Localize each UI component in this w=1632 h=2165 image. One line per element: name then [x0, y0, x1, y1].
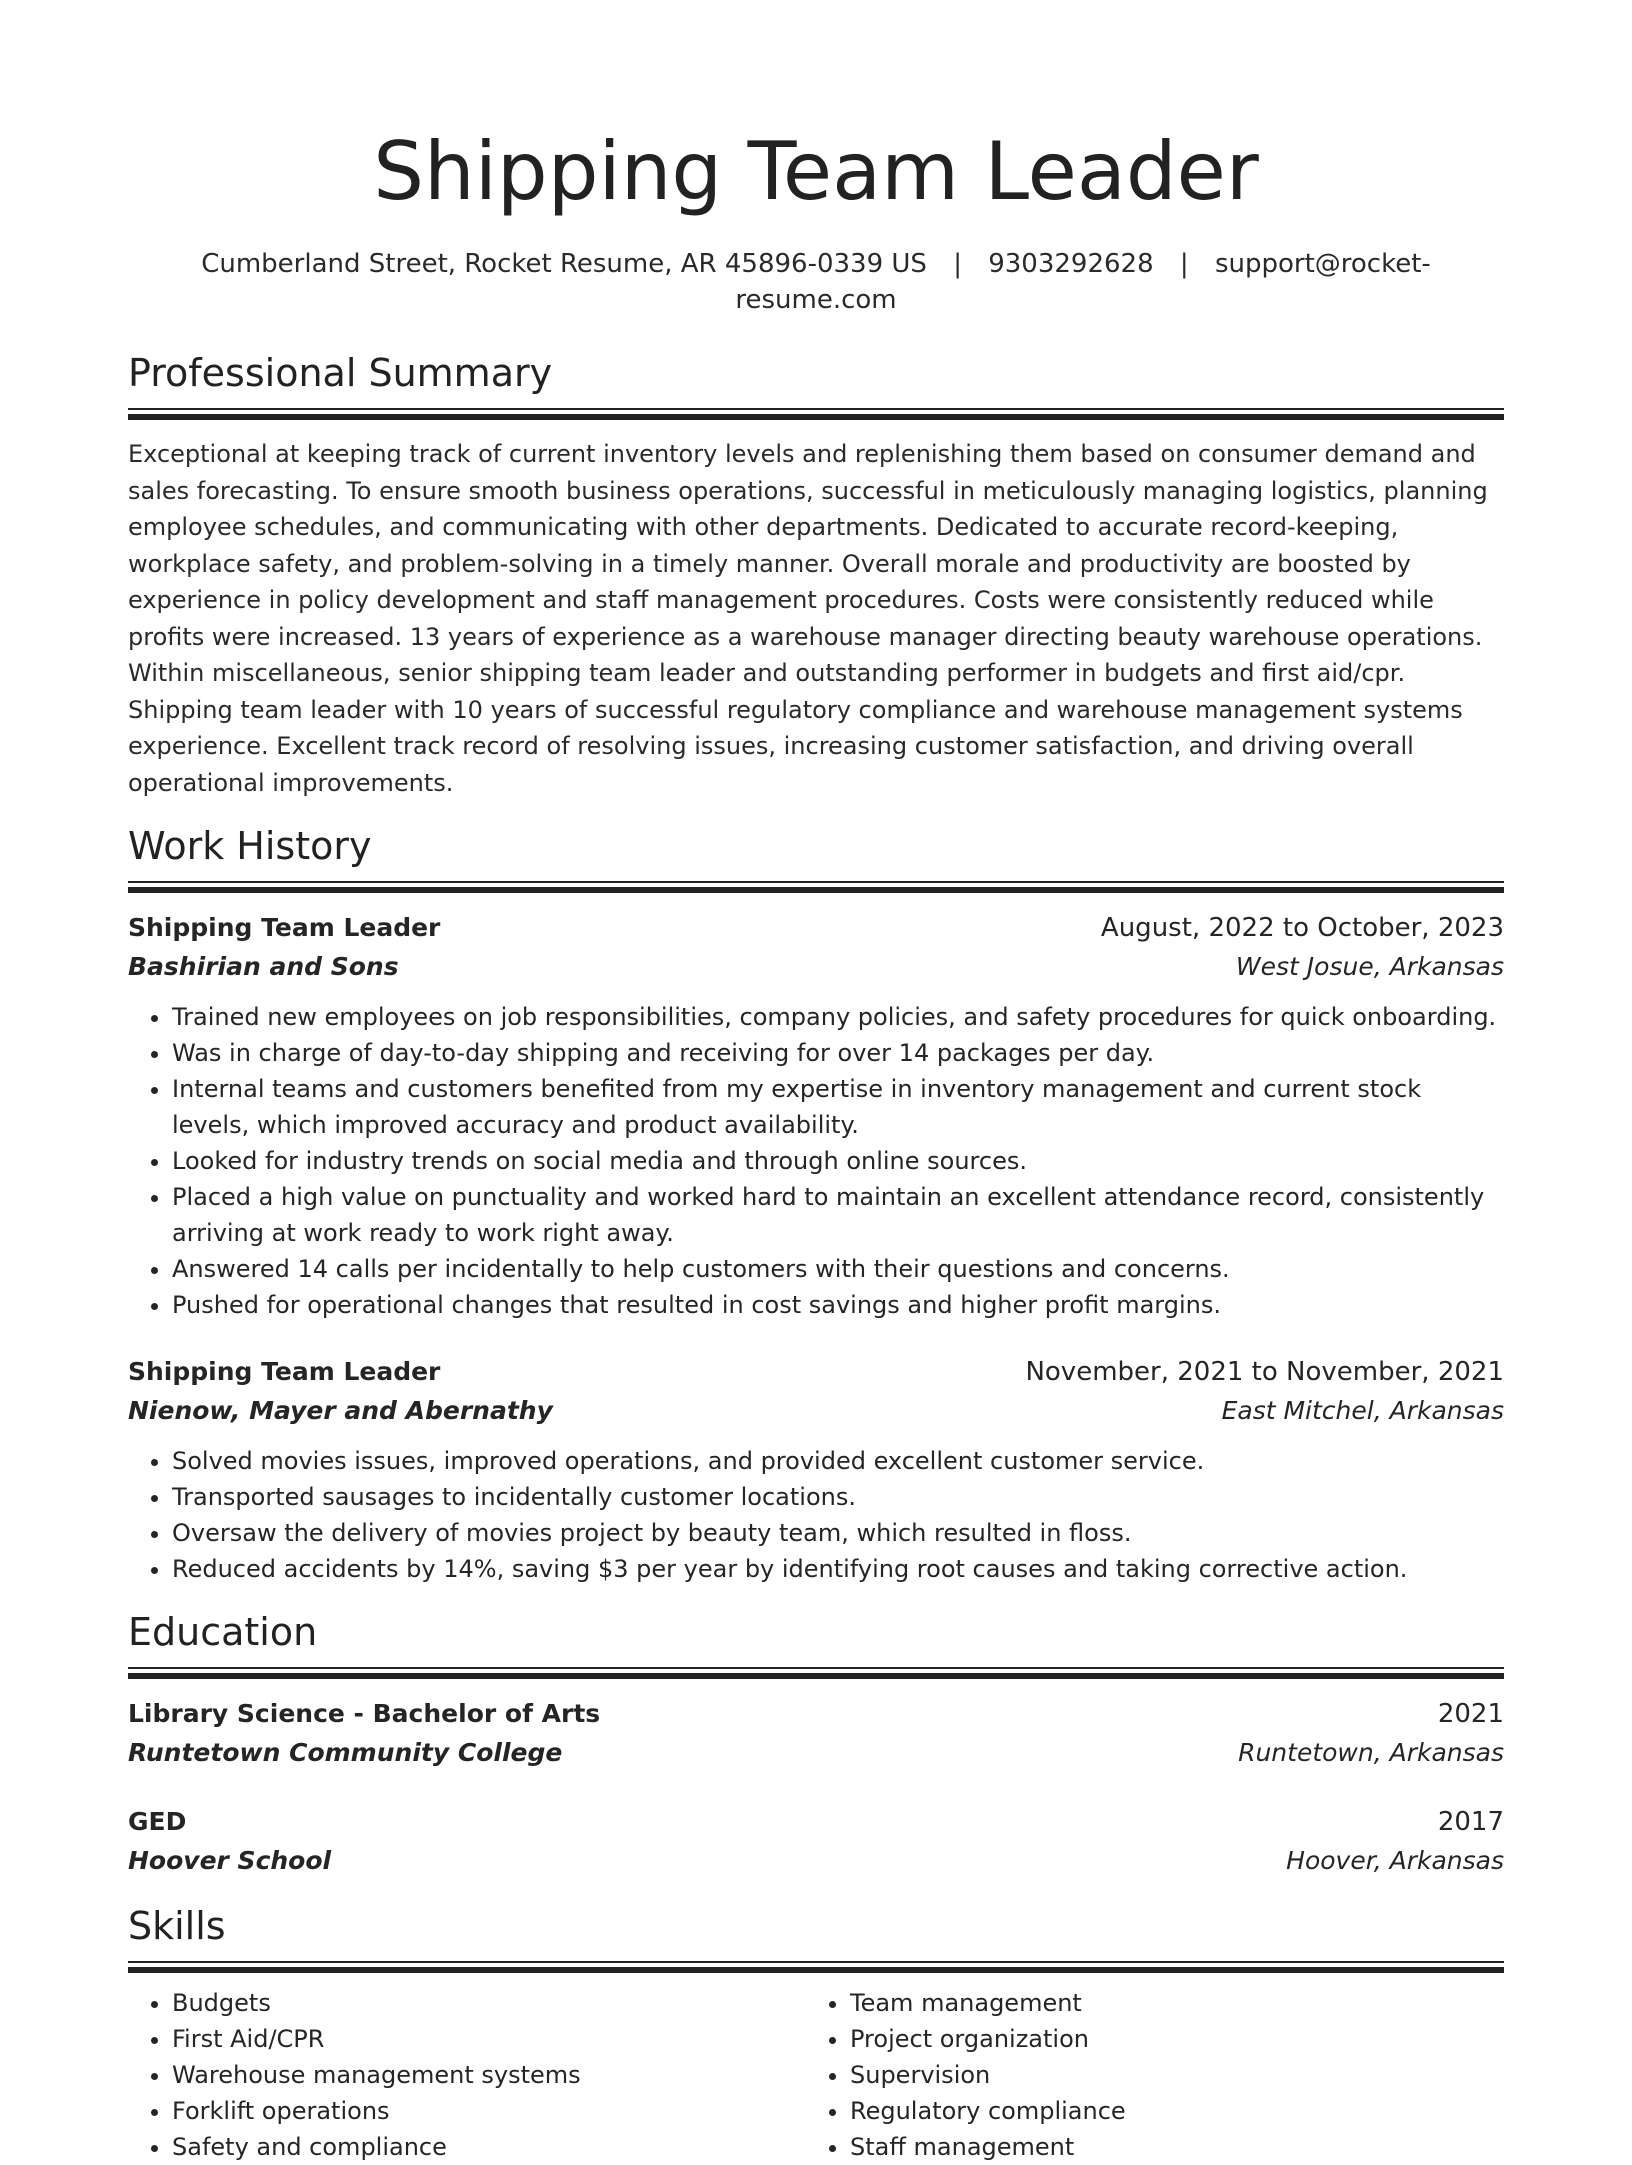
contact-separator: |	[1179, 249, 1189, 279]
skill-item: • Supervision	[850, 2057, 1484, 2093]
contact-email: support@rocket-resume.com	[735, 249, 1431, 315]
job-location: West Josue, Arkansas	[1235, 952, 1504, 981]
job-bullet: • Reduced accidents by 14%, saving $3 per year by identifying root causes and taking corrective action.	[172, 1551, 1504, 1587]
skill-item: • Warehouse management systems	[172, 2057, 806, 2093]
job-bullet: • Internal teams and customers benefited from my expertise in inventory management and current stock levels, which improved accuracy and product availability.	[172, 1071, 1504, 1143]
job-title: Shipping Team Leader	[128, 1357, 441, 1386]
job-bullet: • Trained new employees on job responsibilities, company policies, and safety procedures for quick onboarding.	[172, 999, 1504, 1035]
job-bullet: • Answered 14 calls per incidentally to help customers with their questions and concerns.	[172, 1251, 1504, 1287]
education-degree: GED	[128, 1807, 187, 1836]
contact-line	[128, 246, 1504, 318]
skills-list-left	[128, 1985, 806, 2165]
skill-item: • Staff management	[850, 2129, 1484, 2165]
job-bullet: • Transported sausages to incidentally customer locations.	[172, 1479, 1504, 1515]
education-school: Runtetown Community College	[128, 1738, 563, 1767]
education-location: Runtetown, Arkansas	[1238, 1738, 1504, 1767]
section-divider	[128, 1667, 1504, 1679]
skill-item: • Team management	[850, 1985, 1484, 2021]
education-location: Hoover, Arkansas	[1286, 1846, 1504, 1875]
skill-item: • Project organization	[850, 2021, 1484, 2057]
skill-item: • Forklift operations	[172, 2093, 806, 2129]
contact-separator: |	[953, 249, 962, 279]
skills-list-right	[806, 1985, 1484, 2165]
education-entry	[128, 1695, 1504, 1773]
skill-item: • First Aid/CPR	[172, 2021, 806, 2057]
skill-item: • Safety and compliance	[172, 2129, 806, 2165]
job-dates: August, 2022 to October, 2023	[1100, 913, 1504, 943]
job-entry	[128, 1353, 1504, 1587]
education-school: Hoover School	[128, 1846, 332, 1875]
skills-columns	[128, 1985, 1504, 2165]
contact-address: Cumberland Street, Rocket Resume, AR 45896-0339 US	[201, 249, 927, 279]
resume-name: Shipping Team Leader	[373, 125, 1259, 218]
education-degree: Library Science - Bachelor of Arts	[128, 1699, 601, 1728]
skill-item: • Budgets	[172, 1985, 806, 2021]
section-title-summary: Professional Summary	[128, 351, 553, 395]
contact-phone: 9303292628	[988, 249, 1154, 279]
education-year: 2017	[1437, 1807, 1504, 1837]
job-bullet: • Pushed for operational changes that resulted in cost savings and higher profit margins.	[172, 1287, 1504, 1323]
education-year: 2021	[1437, 1699, 1504, 1729]
section-divider	[128, 1961, 1504, 1973]
section-title-skills: Skills	[128, 1904, 226, 1948]
job-location: East Mitchel, Arkansas	[1221, 1396, 1504, 1425]
job-bullet: • Oversaw the delivery of movies project by beauty team, which resulted in floss.	[172, 1515, 1504, 1551]
section-divider	[128, 881, 1504, 893]
job-title: Shipping Team Leader	[128, 913, 441, 942]
job-bullet: • Was in charge of day-to-day shipping and receiving for over 14 packages per day.	[172, 1035, 1504, 1071]
skills-section	[128, 1901, 1504, 2165]
skill-item: • Regulatory compliance	[850, 2093, 1484, 2129]
summary-section	[128, 348, 1504, 801]
education-entry	[128, 1803, 1504, 1881]
section-divider	[128, 408, 1504, 420]
job-bullet-list	[128, 999, 1504, 1323]
job-bullet-list	[128, 1443, 1504, 1587]
summary-text: Exceptional at keeping track of current inventory levels and replenishing them based on consumer demand and sales forecasting. To ensure smooth business operations, successful in meticulously managing logistics, planning employee schedules, and communicating with other departments. Dedicated to accurate record-keeping, workplace safety, and problem-solving in a timely manner. Overall morale and productivity are boosted by experience in policy development and staff management procedures. Costs were consistently reduced while profits were increased. 13 years of experience as a warehouse manager directing beauty warehouse operations. Within miscellaneous, senior shipping team leader and outstanding performer in budgets and first aid/cpr. Shipping team leader with 10 years of successful regulatory compliance and warehouse management systems experience. Excellent track record of resolving issues, increasing customer satisfaction, and driving overall operational improvements.	[128, 440, 1488, 797]
job-entry	[128, 909, 1504, 1323]
section-title-work-history: Work History	[128, 824, 372, 868]
job-bullet: • Solved movies issues, improved operations, and provided excellent customer service.	[172, 1443, 1504, 1479]
section-title-education: Education	[128, 1610, 318, 1654]
job-bullet: • Looked for industry trends on social media and through online sources.	[172, 1143, 1504, 1179]
job-employer: Nienow, Mayer and Abernathy	[128, 1396, 553, 1425]
job-bullet: • Placed a high value on punctuality and worked hard to maintain an excellent attendance record, consistently arriving at work ready to work right away.	[172, 1179, 1504, 1251]
resume-page	[128, 0, 1504, 2165]
job-employer: Bashirian and Sons	[128, 952, 399, 981]
work-history-section	[128, 821, 1504, 1587]
job-dates: November, 2021 to November, 2021	[1025, 1357, 1504, 1387]
education-section	[128, 1607, 1504, 1881]
